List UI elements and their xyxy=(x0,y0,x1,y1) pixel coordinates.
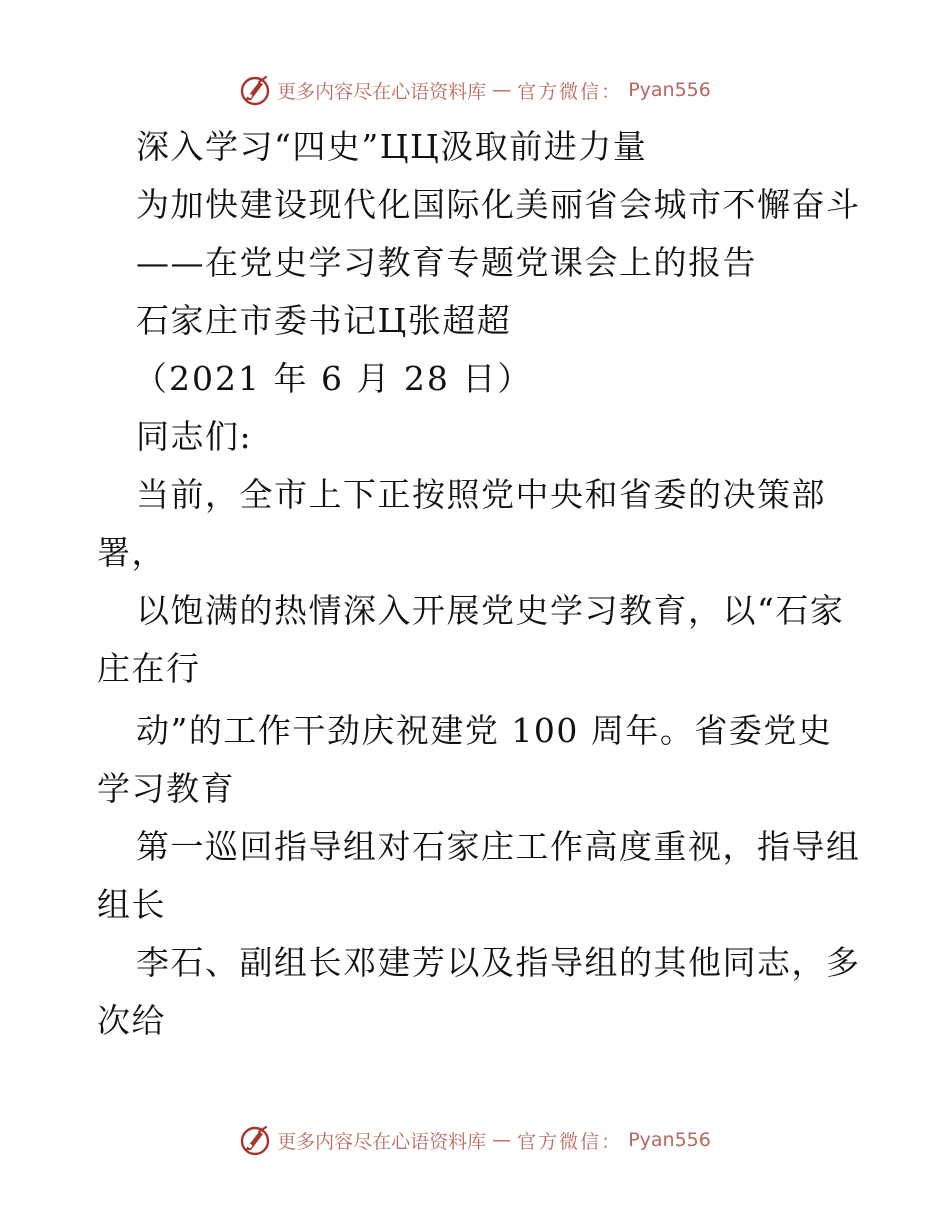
body-line: 署， xyxy=(97,533,166,572)
watermark-dash: — xyxy=(492,1129,512,1151)
document-title-line-2: 为加快建设现代化国际化美丽省会城市不懈奋斗 xyxy=(136,185,861,224)
body-line: 学习教育 xyxy=(97,769,235,808)
quill-pen-icon xyxy=(239,1124,271,1156)
watermark-account: Pyan556 xyxy=(628,79,711,101)
body-line: 以饱满的热情深入开展党史学习教育，以“石家 xyxy=(136,591,845,630)
document-subtitle: ——在党史学习教育专题党课会上的报告 xyxy=(136,243,757,282)
document-salutation: 同志们: xyxy=(136,417,253,456)
quill-pen-icon xyxy=(239,74,271,106)
body-line: 次给 xyxy=(97,1001,166,1040)
watermark-site-text: 更多内容尽在心语资料库 xyxy=(277,80,487,103)
watermark-account: Pyan556 xyxy=(628,1129,711,1151)
watermark-label: 官方微信： xyxy=(517,80,623,103)
body-line: 庄在行 xyxy=(97,649,201,688)
body-line: 李石、副组长邓建芳以及指导组的其他同志，多 xyxy=(136,943,861,982)
body-line: 第一巡回指导组对石家庄工作高度重视，指导组 xyxy=(136,827,861,866)
watermark-label: 官方微信： xyxy=(517,1130,623,1153)
document-author: 石家庄市委书记Ц张超超 xyxy=(136,301,512,340)
body-line: 当前，全市上下正按照党中央和省委的决策部 xyxy=(136,475,826,514)
footer-watermark xyxy=(0,1120,950,1160)
document-date: （2021 年 6 月 28 日） xyxy=(134,359,533,398)
watermark-site-text: 更多内容尽在心语资料库 xyxy=(277,1130,487,1153)
body-line: 组长 xyxy=(97,885,166,924)
body-line: 动”的工作干劲庆祝建党 100 周年。省委党史 xyxy=(136,711,833,750)
header-watermark xyxy=(0,70,950,110)
document-title-line-1: 深入学习“四史”ЦЦ汲取前进力量 xyxy=(136,127,648,166)
watermark-dash: — xyxy=(492,79,512,101)
